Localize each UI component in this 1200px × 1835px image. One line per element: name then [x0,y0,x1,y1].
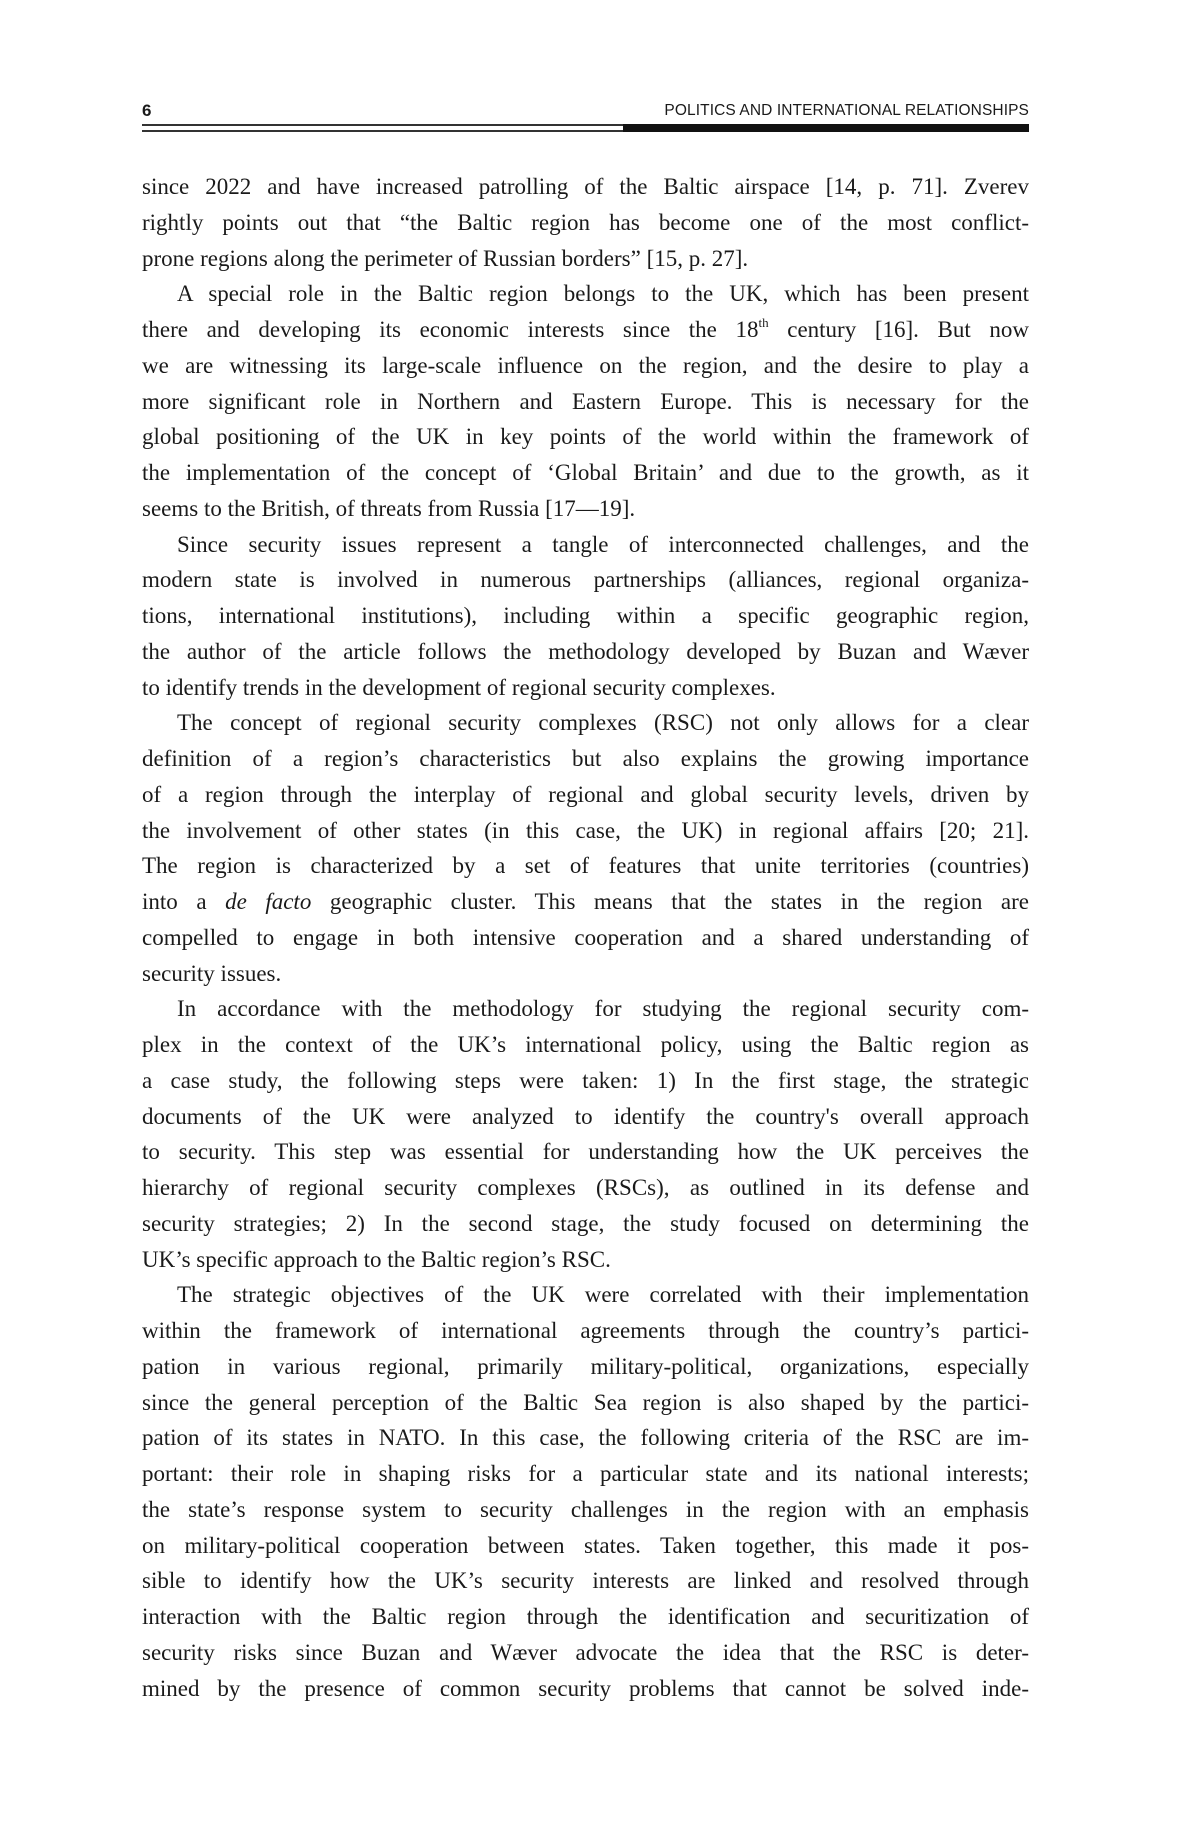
text-line: global positioning of the UK in key points of the world within the framework of [142,424,1029,450]
italic-text: de facto [225,889,312,914]
text-line: portant: their role in shaping risks for a particular state and its national interests; [142,1461,1029,1486]
text-line: a case study, the following steps were taken: 1) In the first stage, the strategic [142,1067,1029,1093]
text-line: plex in the context of the UK’s international policy, using the Baltic region as [142,1032,1029,1057]
text-line: the implementation of the concept of ‘Global Britain’ and due to the growth, as it [142,460,1029,485]
paragraph [142,276,1029,526]
text-line: interaction with the Baltic region through the identification and securitization of [142,1604,1029,1629]
text-line: since 2022 and have increased patrolling of the Baltic airspace [14, p. 71]. Zverev [142,174,1029,199]
text-line: within the framework of international agreements through the country’s partici- [142,1318,1029,1343]
text-line: definition of a region’s characteristics but also explains the growing importance [142,746,1029,771]
text-line: pation in various regional, primarily military-political, organizations, especially [142,1353,1029,1379]
text-line: we are witnessing its large-scale influence on the region, and the desire to play a [142,352,1029,378]
text-line: the state’s response system to security challenges in the region with an emphasis [142,1496,1029,1522]
text-line: to security. This step was essential for understanding how the UK perceives the [142,1139,1029,1165]
text-line: hierarchy of regional security complexes (RSCs), as outlined in its defense and [142,1175,1029,1200]
text-line: documents of the UK were analyzed to identify the country's overall approach [142,1103,1029,1129]
text-line: to identify trends in the development of regional security complexes. [142,674,776,700]
paragraph [142,169,1029,276]
body-text [142,169,1029,1706]
paragraph [142,527,1029,706]
text-line: security issues. [142,960,282,986]
text-line: UK’s specific approach to the Baltic region’s RSC. [142,1246,611,1272]
text-line: security strategies; 2) In the second stage, the study focused on determining the [142,1210,1029,1236]
text-line: compelled to engage in both intensive cooperation and a shared understanding of [142,924,1029,950]
text-line: pation of its states in NATO. In this case, the following criteria of the RSC are im- [142,1425,1029,1451]
text-line: of a region through the interplay of regional and global security levels, driven by [142,781,1029,807]
text-line: sible to identify how the UK’s security interests are linked and resolved through [142,1568,1029,1594]
text-line [142,312,1029,348]
text-span: century [16]. But now [768,317,1029,342]
text-line: the involvement of other states (in this case, the UK) in regional affairs [20; 21]. [142,817,1029,843]
text-line [142,884,1029,920]
text-span: there and developing its economic interests since the 18 [142,317,759,342]
page-number: 6 [142,101,152,120]
text-line: prone regions along the perimeter of Russian borders” [15, p. 27]. [142,245,749,271]
text-line: The region is characterized by a set of features that unite territories (countries) [142,853,1029,879]
text-line: rightly points out that “the Baltic region has become one of the most conflict- [142,209,1029,235]
text-span: into a [142,889,226,914]
text-line: on military-political cooperation between states. Taken together, this made it pos- [142,1532,1029,1558]
paragraph [142,1277,1029,1706]
paragraph [142,991,1029,1277]
text-line: the author of the article follows the methodology developed by Buzan and Wæver [142,638,1029,664]
superscript: th [758,315,769,330]
text-line: more significant role in Northern and Eastern Europe. This is necessary for the [142,388,1029,414]
running-title: POLITICS AND INTERNATIONAL RELATIONSHIPS [664,102,1029,119]
text-span: geographic cluster. This means that the states in the region are [311,889,1029,914]
text-line: seems to the British, of threats from Russia [17—19]. [142,495,636,521]
text-line: security risks since Buzan and Wæver advocate the idea that the RSC is deter- [142,1639,1029,1665]
text-line: The strategic objectives of the UK were correlated with their implementation [177,1282,1029,1308]
text-line: Since security issues represent a tangle of interconnected challenges, and the [177,531,1029,557]
text-line: In accordance with the methodology for studying the regional security com- [177,996,1029,1022]
text-line: since the general perception of the Baltic Sea region is also shaped by the partici- [142,1389,1029,1415]
text-line: modern state is involved in numerous partnerships (alliances, regional organiza- [142,567,1029,593]
header-rule-thick [623,124,1029,132]
text-line: mined by the presence of common security problems that cannot be solved inde- [142,1675,1029,1701]
text-line: The concept of regional security complexes (RSC) not only allows for a clear [177,710,1029,736]
text-line: tions, international institutions), including within a specific geographic region, [142,603,1029,628]
text-line: A special role in the Baltic region belongs to the UK, which has been present [177,281,1029,307]
paragraph [142,705,1029,991]
